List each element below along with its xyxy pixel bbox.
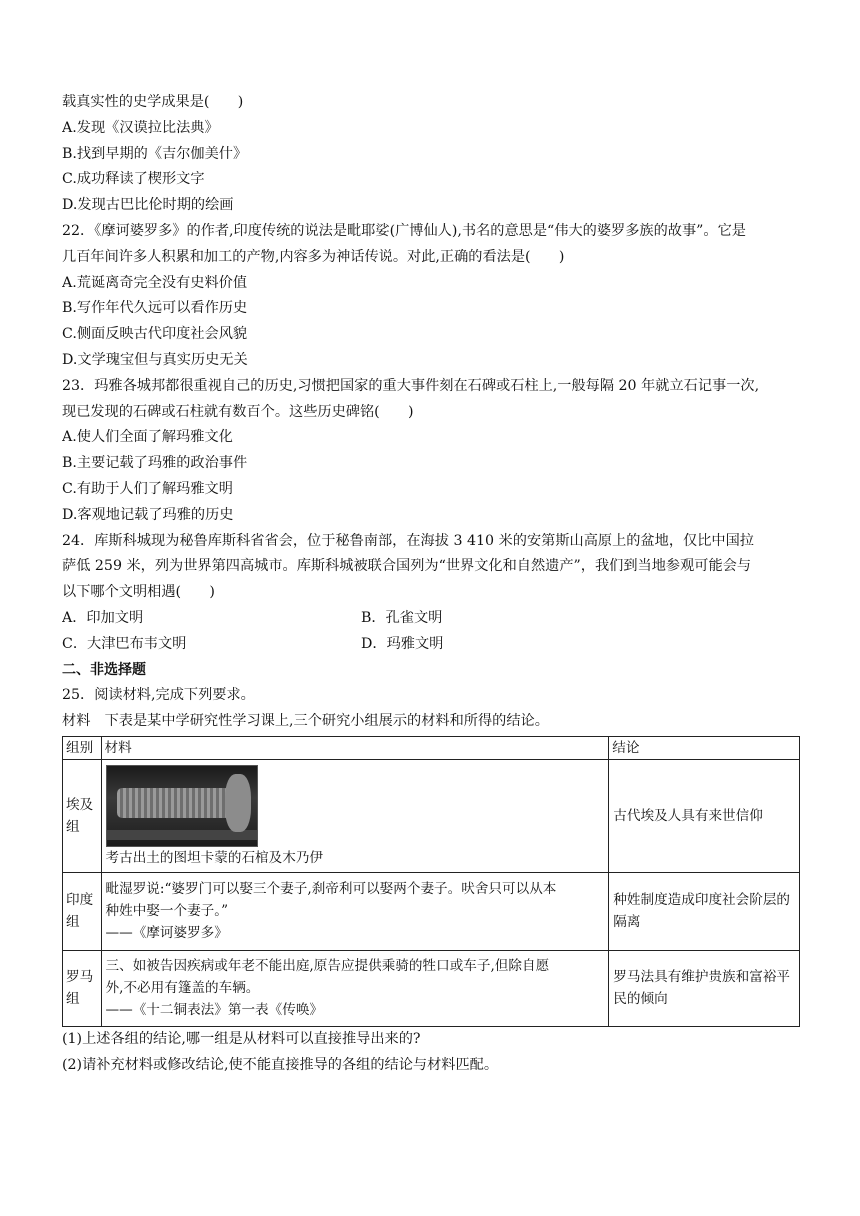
q25-material-intro: 材料 下表是某中学研究性学习课上,三个研究小组展示的材料和所得的结论。 [62,713,549,730]
q24-options-row2 [62,632,800,658]
material-india-line1: 毗湿罗说:“婆罗门可以娶三个妻子,刹帝利可以娶两个妻子。吠舍只可以从本 [105,881,557,898]
research-table [62,736,800,1027]
q21-option-c: C.成功释读了楔形文字 [62,171,205,188]
material-rome-line2: 外,不必用有篷盖的车辆。 [105,980,260,997]
q22-option-c: C.侧面反映古代印度社会风貌 [62,326,248,343]
q21-option-b: B.找到早期的《吉尔伽美什》 [62,145,248,162]
material-rome-source: ——《十二铜表法》第一表《传唤》 [105,1002,324,1019]
conclusion-egypt: 古代埃及人具有来世信仰 [609,759,800,872]
table-row [63,759,800,872]
material-rome-line1: 三、如被告因疾病或年老不能出庭,原告应提供乘骑的牲口或车子,但除自愿 [105,958,550,975]
q23-stem-line1: 23．玛雅各城邦都很重视自己的历史,习惯把国家的重大事件刻在石碑或石柱上,一般每隔 20 年就立石记事一次, [62,377,760,394]
q24-option-c: C．大津巴布韦文明 [62,635,187,652]
material-india-source: ——《摩诃婆罗多》 [105,925,228,942]
q22-option-d: D.文学瑰宝但与真实历史无关 [62,351,248,368]
material-india-line2: 种姓中娶一个妻子。” [105,903,229,920]
q21-option-d: D.发现古巴比伦时期的绘画 [62,197,234,214]
section-heading: 二、非选择题 [62,661,146,678]
material-egypt [101,759,609,872]
q24-stem-line1: 24．库斯科城现为秘鲁库斯科省省会，位于秘鲁南部，在海拔 3 410 米的安第斯山高原上的盆地，仅比中国拉 [62,532,754,549]
q23-option-c: C.有助于人们了解玛雅文明 [62,480,233,497]
table-header-material: 材料 [101,736,609,759]
q25-stem: 25．阅读材料,完成下列要求。 [62,687,255,704]
material-india [101,872,609,950]
q21-option-a: A.发现《汉谟拉比法典》 [62,119,219,136]
table-header-conclusion: 结论 [609,736,800,759]
q23-option-b: B.主要记载了玛雅的政治事件 [62,455,248,472]
conclusion-rome: 罗马法具有维护贵族和富裕平民的倾向 [609,950,800,1026]
q22-stem-line2: 几百年间许多人积累和加工的产物,内容多为神话传说。对此,正确的看法是( ) [62,248,565,265]
q23-stem-line2: 现已发现的石碑或石柱就有数百个。这些历史碑铭( ) [62,403,414,420]
table-row [63,950,800,1026]
q24-options-row1 [62,606,800,632]
material-caption: 考古出土的图坦卡蒙的石棺及木乃伊 [105,850,324,867]
q22-option-b: B.写作年代久远可以看作历史 [62,300,248,317]
material-rome [101,950,609,1026]
table-header-group: 组别 [63,736,102,759]
conclusion-india: 种姓制度造成印度社会阶层的隔离 [609,872,800,950]
group-egypt: 埃及组 [63,759,102,872]
q24-option-d: D．玛雅文明 [361,635,444,652]
exam-page [62,90,800,1079]
q24-option-b: B．孔雀文明 [361,609,443,626]
q22-stem-line1: 22．《摩诃婆罗多》的作者,印度传统的说法是毗耶娑(广博仙人),书名的意思是“伟大的婆罗多族的故事”。它是 [62,222,746,239]
table-row [63,872,800,950]
group-india: 印度组 [63,872,102,950]
q22-option-a: A.荒诞离奇完全没有史料价值 [62,274,248,291]
q21-stem-tail: 载真实性的史学成果是( ) [62,94,244,110]
q25-sub2: (2)请补充材料或修改结论,使不能直接推导的各组的结论与材料匹配。 [62,1056,499,1073]
q24-stem-line3: 以下哪个文明相遇( ) [62,584,215,601]
q23-option-d: D.客观地记载了玛雅的历史 [62,506,234,523]
table-header-row [63,736,800,759]
q24-stem-line2: 萨低 259 米，列为世界第四高城市。库斯科城被联合国列为“世界文化和自然遗产”，我们到当地参观可能会与 [62,558,752,575]
group-rome: 罗马组 [63,950,102,1026]
q23-option-a: A.使人们全面了解玛雅文化 [62,429,233,446]
q24-option-a: A．印加文明 [62,609,144,626]
sarcophagus-photo [106,765,258,847]
q25-sub1: (1)上述各组的结论,哪一组是从材料可以直接推导出来的? [62,1030,421,1047]
